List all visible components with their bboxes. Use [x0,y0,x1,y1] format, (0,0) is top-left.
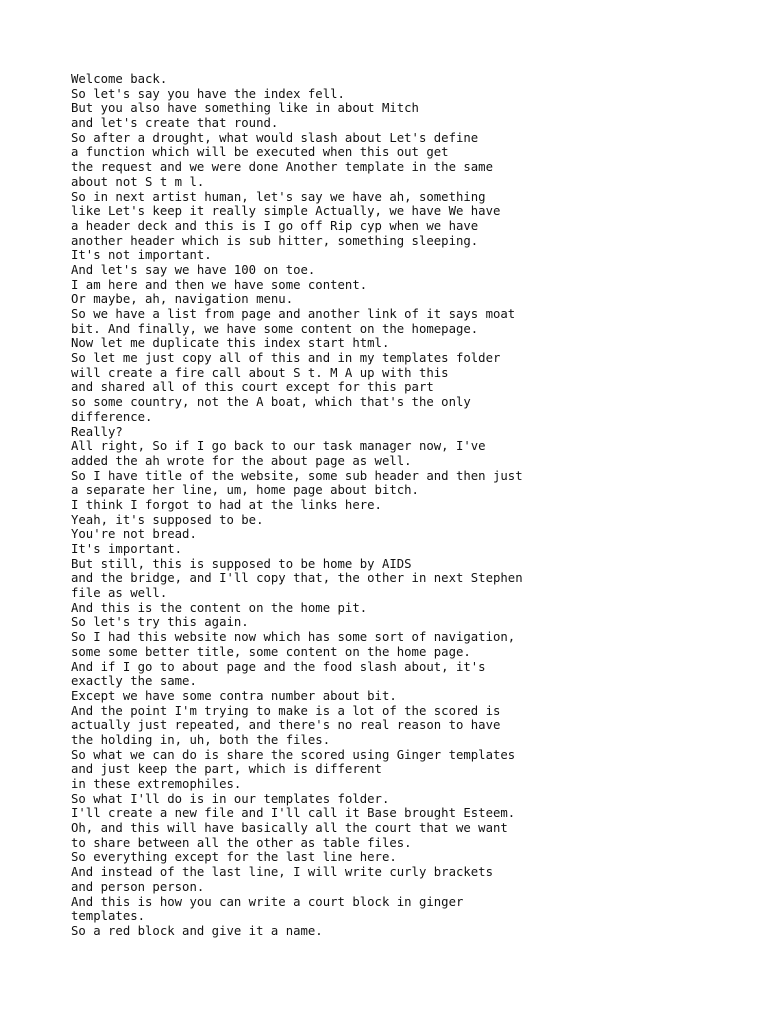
transcript-line: will create a fire call about S t. M A up with this [71,365,449,380]
transcript-line: Now let me duplicate this index start html. [71,336,390,351]
transcript-line: difference. [71,409,153,424]
transcript-line: a separate her line, um, home page about bitch. [71,483,419,498]
transcript-line: So I have title of the website, some sub header and then just [71,468,523,483]
transcript-line: So what we can do is share the scored using Ginger templates [71,747,516,762]
transcript-line: And instead of the last line, I will write curly brackets [71,865,493,880]
transcript-line: Or maybe, ah, navigation menu. [71,292,294,307]
transcript-line: a function which will be executed when this out get [71,145,449,160]
transcript-line: a header deck and this is I go off Rip cyp when we have [71,218,479,233]
transcript-line: Welcome back. [71,72,168,86]
transcript-line: bit. And finally, we have some content on the homepage. [71,321,479,336]
transcript-line: Really? [71,424,123,439]
transcript-line: So after a drought, what would slash about Let's define [71,130,479,145]
transcript-line: So a red block and give it a name. [71,923,323,938]
transcript-line: And let's say we have 100 on toe. [71,262,316,277]
transcript-line: like Let's keep it really simple Actually, we have We have [71,204,501,219]
transcript-line: about not S t m l. [71,174,205,189]
transcript-line: Oh, and this will have basically all the court that we want [71,821,508,836]
transcript-line: Yeah, it's supposed to be. [71,512,264,527]
transcript-line: It's important. [71,542,183,556]
transcript-line: It's not important. [71,248,212,263]
transcript-line: I think I forgot to had at the links here. [71,497,382,512]
transcript-line: So let me just copy all of this and in my templates folder [71,351,501,366]
transcript-line: So in next artist human, let's say we have ah, something [71,189,486,204]
transcript-line: And this is the content on the home pit. [71,600,368,615]
transcript-line: the request and we were done Another template in the same [71,160,493,175]
transcript-line: exactly the same. [71,674,197,689]
transcript-line: So let's try this again. [71,615,249,630]
transcript-line: to share between all the other as table files. [71,835,412,850]
transcript-line: in these extremophiles. [71,777,242,791]
transcript-line: templates. [71,909,146,924]
transcript-line: and let's create that round. [71,116,279,131]
transcript-line: And if I go to about page and the food slash about, it's [71,659,486,674]
transcript-line: But you also have something like in about Mitch [71,101,419,116]
transcript-line: So we have a list from page and another link of it says moat [71,307,516,321]
transcript-line: some some better title, some content on the home page. [71,644,471,659]
transcript-line: I am here and then we have some content. [71,277,368,292]
transcript-line: and person person. [71,879,205,894]
transcript-line: actually just repeated, and there's no real reason to have [71,718,501,733]
transcript-line: so some country, not the A boat, which that's the only [71,395,471,410]
transcript-line: Except we have some contra number about bit. [71,688,397,703]
transcript-line: file as well. [71,586,168,601]
transcript-line: and just keep the part, which is different [71,762,382,777]
transcript-line: And this is how you can write a court block in ginger [71,894,464,909]
transcript-line: So what I'll do is in our templates folder. [71,791,390,806]
transcript-line: And the point I'm trying to make is a lot of the scored is [71,703,501,718]
transcript-line: and shared all of this court except for this part [71,380,434,395]
transcript-line: So I had this website now which has some sort of navigation, [71,630,516,645]
transcript-line: and the bridge, and I'll copy that, the other in next Stephen [71,571,523,586]
transcript-line: added the ah wrote for the about page as well. [71,453,412,468]
transcript-text [71,72,751,939]
transcript-line: You're not bread. [71,527,197,542]
transcript-line: I'll create a new file and I'll call it Base brought Esteem. [71,806,516,821]
transcript-line: the holding in, uh, both the files. [71,732,331,747]
transcript-line: So everything except for the last line here. [71,850,397,865]
transcript-line: So let's say you have the index fell. [71,86,345,101]
transcript-line: All right, So if I go back to our task manager now, I've [71,439,486,454]
transcript-line: But still, this is supposed to be home by AIDS [71,556,412,571]
transcript-line: another header which is sub hitter, something sleeping. [71,233,479,248]
